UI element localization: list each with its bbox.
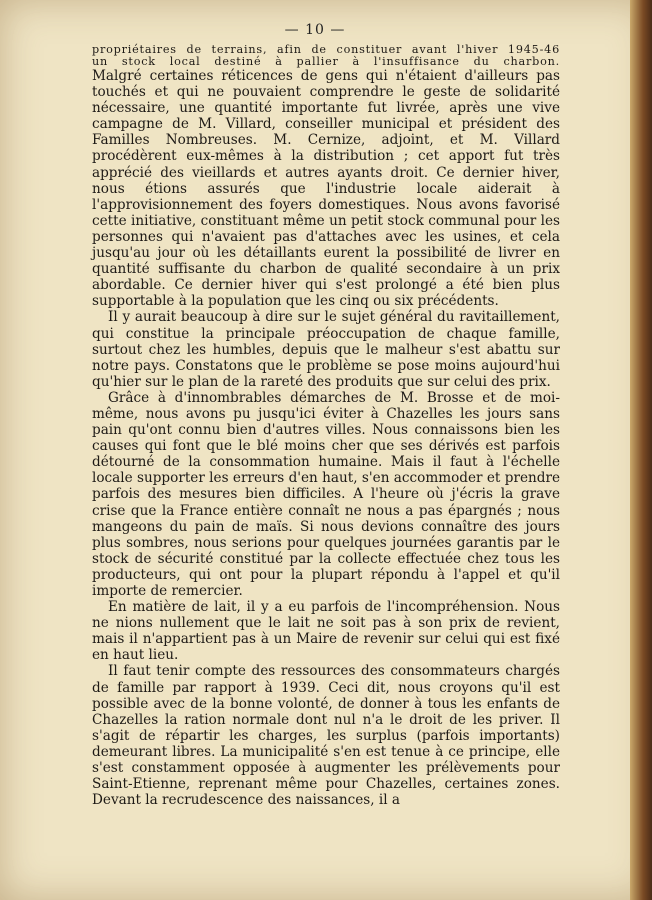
- paragraph-1: Malgré certaines réticences de gens qui n'étaient d'ailleurs pas touchés et qui ne pouvaient comprendre le geste de solidarité nécessaire, une quantité importante fut livrée, après une vive campagne de M. Villard, conseiller municipal et président des Familles Nombreuses. M. Cernize, adjoint, et M. Villard procédèrent eux-mêmes à la distribution ; cet apport fut très apprécié des vieillards et autres ayants droit. Ce dernier hiver, nous étions assurés que l'industrie locale aiderait à l'approvisionnement des foyers domestiques. Nous avons favorisé cette initiative, constituant même un petit stock communal pour les personnes qui n'avaient pas d'attaches avec les usines, et cela jusqu'au jour où les détaillants eurent la possibilité de livrer en quantité suffisante du charbon de qualité secondaire à un prix abordable. Ce dernier hiver qui s'est prolongé a été bien plus supportable à la population que les cinq ou six précédents.: [92, 68, 560, 310]
- page-number: — 10 —: [284, 22, 346, 38]
- binding-edge: [630, 0, 652, 900]
- paragraph-2: Il y aurait beaucoup à dire sur le sujet général du ravitaillement, qui constitue la principale préoccupation de chaque famille, surtout chez les humbles, depuis que le malheur s'est abattu sur notre pays. Constatons que le problème se pose moins aujourd'hui qu'hier sur le plan de la rareté des produits que sur celui des prix.: [92, 309, 560, 390]
- paragraph-5: Il faut tenir compte des ressources des consommateurs chargés de famille par rapport à 1939. Ceci dit, nous croyons qu'il est possible avec de la bonne volonté, de donner à tous les enfants de Chazelles la ration normale dont nul n'a le droit de les priver. Il s'agit de répartir les charges, les surplus (parfois importants) demeurant libres. La municipalité s'en est tenue à ce principe, elle s'est constamment opposée à augmenter les prélèvements pour Saint-Etienne, reprenant même pour Chazelles, certaines zones. Devant la recrudescence des naissances, il a: [92, 663, 560, 809]
- paragraph-4: En matière de lait, il y a eu parfois de l'incompréhension. Nous ne nions nullement que le lait ne soit pas à son prix de revient, mais il n'appartient pas à un Maire de revenir sur celui qui est fixé en haut lieu.: [92, 599, 560, 664]
- paragraph-3: Grâce à d'innombrables démarches de M. Brosse et de moi-même, nous avons pu jusqu'ici éviter à Chazelles les jours sans pain qu'ont connu bien d'autres villes. Nous connaissons bien les causes qui font que le blé moins cher que ses dérivés est parfois détourné de la consommation humaine. Mais il faut à l'échelle locale supporter les erreurs d'en haut, s'en accommoder et prendre parfois des mesures bien difficiles. A l'heure où j'écris la grave crise que la France entière connaît ne nous a pas épargnés ; nous mangeons du pain de maïs. Si nous devions connaître des jours plus sombres, nous serions pour quelques journées garantis par le stock de sécurité constitué par la collecte effectuée chez tous les producteurs, qui ont pour la plupart répondu à l'appel et qu'il importe de remercier.: [92, 389, 560, 599]
- body-text: [92, 44, 560, 808]
- top-line-2: un stock local destiné à pallier à l'insuffisance du charbon.: [92, 55, 560, 68]
- top-line-1: propriétaires de terrains, afin de constituer avant l'hiver 1945-46: [92, 43, 560, 56]
